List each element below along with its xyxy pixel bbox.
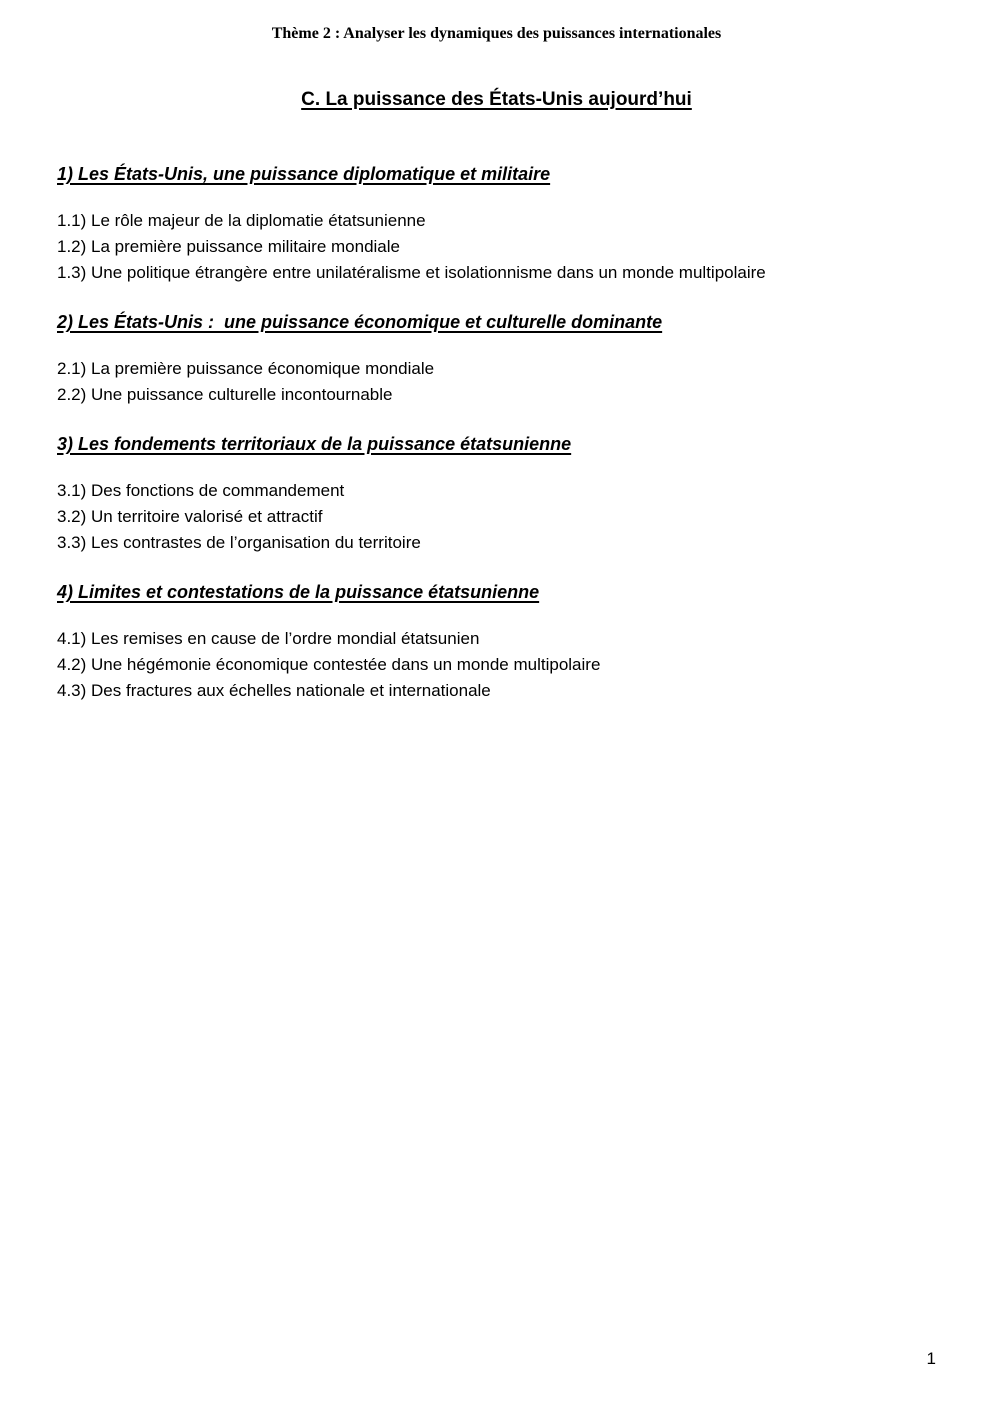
section-2 bbox=[57, 310, 936, 408]
outline-item-3-2: 3.2) Un territoire valorisé et attractif bbox=[57, 507, 323, 526]
outline-item-3-1: 3.1) Des fonctions de commandement bbox=[57, 481, 345, 500]
outline-item-1-2: 1.2) La première puissance militaire mondiale bbox=[57, 237, 400, 256]
section-2-heading: 2) Les États-Unis : une puissance économique et culturelle dominante bbox=[57, 312, 663, 332]
outline-item-3-3: 3.3) Les contrastes de l’organisation du territoire bbox=[57, 533, 421, 552]
outline-item-2-1: 2.1) La première puissance économique mondiale bbox=[57, 359, 435, 378]
section-3 bbox=[57, 432, 936, 556]
section-4-heading: 4) Limites et contestations de la puissance étatsunienne bbox=[57, 582, 540, 602]
section-1-heading: 1) Les États-Unis, une puissance diplomatique et militaire bbox=[57, 164, 551, 184]
outline-item-4-1: 4.1) Les remises en cause de l’ordre mondial étatsunien bbox=[57, 629, 480, 648]
outline-item-2-2: 2.2) Une puissance culturelle incontournable bbox=[57, 385, 393, 404]
outline-item-1-3: 1.3) Une politique étrangère entre unilatéralisme et isolationnisme dans un monde multipolaire bbox=[57, 263, 766, 282]
page-title: C. La puissance des États-Unis aujourd’hui bbox=[301, 89, 692, 110]
outline-item-4-2: 4.2) Une hégémonie économique contestée dans un monde multipolaire bbox=[57, 655, 601, 674]
section-3-heading: 3) Les fondements territoriaux de la puissance étatsunienne bbox=[57, 434, 572, 454]
outline-item-4-3: 4.3) Des fractures aux échelles nationale et internationale bbox=[57, 681, 491, 700]
section-1 bbox=[57, 162, 936, 286]
page-number: 1 bbox=[926, 1349, 936, 1368]
theme-running-head: Thème 2 : Analyser les dynamiques des puissances internationales bbox=[271, 25, 722, 42]
section-4 bbox=[57, 580, 936, 704]
outline-item-1-1: 1.1) Le rôle majeur de la diplomatie étatsunienne bbox=[57, 211, 426, 230]
